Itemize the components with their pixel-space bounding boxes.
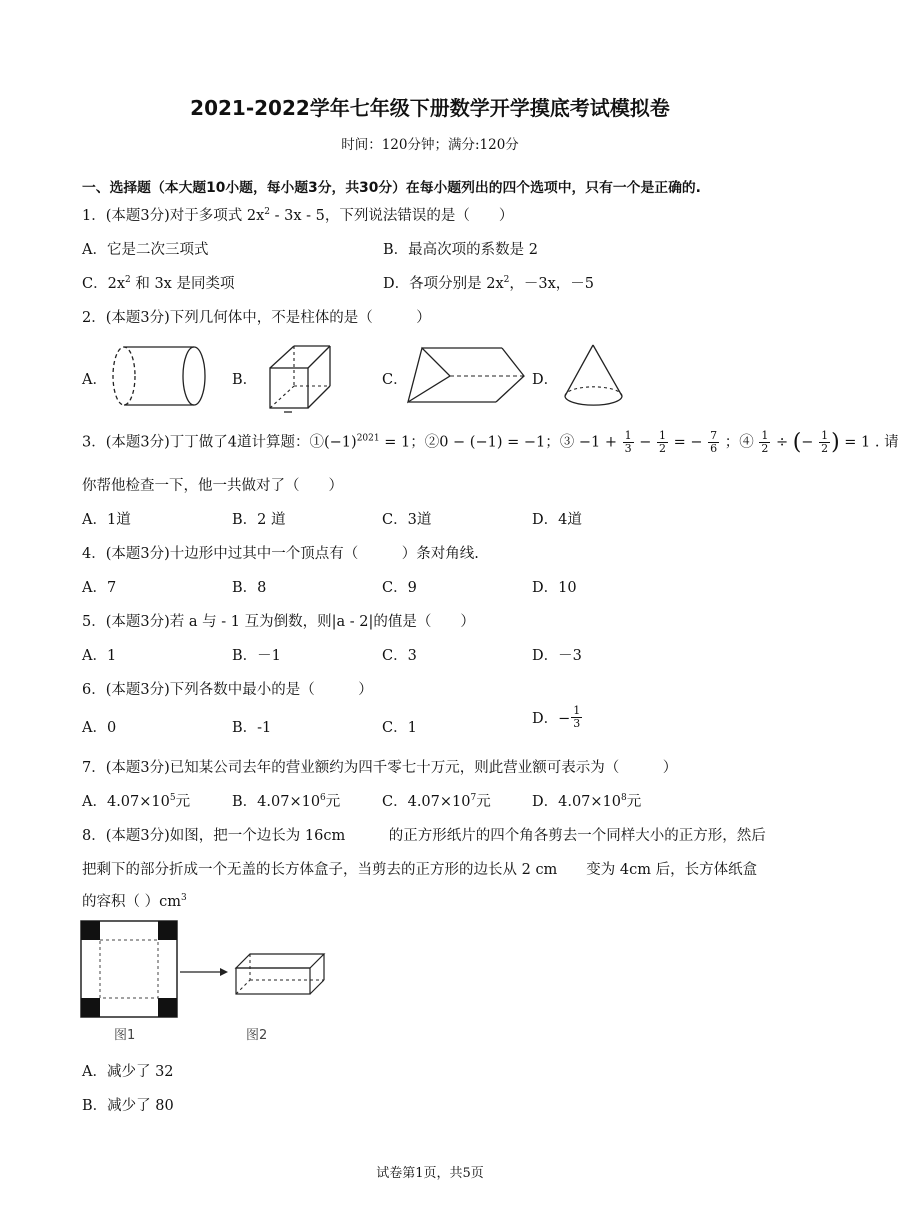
section-heading: 一、选择题（本大题10小题，每小题3分，共30分）在每小题列出的四个选项中，只有一个是正确的.: [82, 180, 701, 196]
fraction: $\frac{1}{3}$: [624, 429, 632, 455]
q1-option-d: D．各项分别是 $2x^2$，－3x，－5: [383, 275, 595, 292]
question-5-stem: 5．(本题3分)若 a 与 - 1 互为倒数，则|a - 2|的值是（ ）: [82, 614, 475, 630]
fraction: $\frac{7}{6}$: [710, 429, 718, 455]
q3-option-b: B．2 道: [232, 512, 286, 528]
page-title: 2021-2022学年七年级下册数学开学摸底考试模拟卷: [190, 96, 670, 120]
question-4-stem: 4．(本题3分)十边形中过其中一个顶点有（ ）条对角线.: [82, 546, 479, 562]
q5-option-b: B．－1: [232, 648, 281, 664]
cone-figure: [562, 342, 626, 412]
q2-label-b: B．: [232, 372, 258, 388]
question-8-line3: 的容积（ ）$cm^3$: [82, 893, 187, 910]
q4-option-a: A．7: [82, 580, 117, 596]
q5-option-c: C．3: [382, 648, 417, 664]
q6-option-c: C．1: [382, 720, 417, 736]
q5-option-a: A．1: [82, 648, 117, 664]
q2-label-c: C．: [382, 372, 408, 388]
cylinder-figure: [110, 343, 210, 409]
question-1-stem: 1．(本题3分)对于多项式 $2x^2 - 3x - 5$，下列说法错误的是（ ）: [82, 207, 514, 224]
q6-option-d: D．− $\frac{1}{3}$: [532, 704, 581, 730]
triangular-prism-figure: [404, 344, 528, 408]
cuboid-figure: [266, 340, 336, 414]
q3-option-d: D．4道: [532, 512, 582, 528]
q4-option-c: C．9: [382, 580, 417, 596]
fraction: $\frac{1}{2}$: [761, 429, 769, 455]
q4-option-d: D．10: [532, 580, 577, 596]
q7-option-a: A．$4.07\times 10^5$元: [82, 793, 191, 810]
question-2-stem: 2．(本题3分)下列几何体中，不是柱体的是（ ）: [82, 310, 431, 326]
fraction: $\frac{1}{3}$: [573, 704, 581, 730]
question-8-line2: 把剩下的部分折成一个无盖的长方体盒子，当剪去的正方形的边长从 2 cm 变为 4cm 后，长方体纸盒: [82, 862, 758, 878]
q2-label-a: A．: [82, 372, 107, 388]
figure-1-label: 图1: [114, 1028, 136, 1043]
q5-option-d: D．－3: [532, 648, 582, 664]
question-8-line1: 8．(本题3分)如图，把一个边长为 16cm 的正方形纸片的四个角各剪去一个同样大小的正方形，然后: [82, 828, 766, 844]
fraction: $\frac{1}{2}$: [658, 429, 666, 455]
page-footer: 试卷第1页，共5页: [376, 1166, 484, 1181]
q4-option-b: B．8: [232, 580, 267, 596]
q1-option-b: B．最高次项的系数是 2: [383, 242, 538, 258]
q3-option-c: C．3道: [382, 512, 432, 528]
question-6-stem: 6．(本题3分)下列各数中最小的是（ ）: [82, 682, 373, 698]
question-3-line2: 你帮他检查一下，他一共做对了（ ）: [82, 478, 343, 494]
q7-option-c: C．$4.07\times 10^7$元: [382, 793, 491, 810]
q6-option-b: B．-1: [232, 720, 272, 736]
q1-option-a: A．它是二次三项式: [82, 242, 209, 258]
q1-option-c: C．$2x^2$ 和 3x 是同类项: [82, 275, 235, 292]
q8-option-b: B．减少了 80: [82, 1098, 174, 1114]
question-3-stem: 3．(本题3分)丁丁做了4道计算题：$①(-1)^{2021} = 1$；②0 − (−1) = −1；③ −1 + $\frac{1}{3}$ − $\frac{1}{2}$ = − $\frac{7}{6}$ ；④ $\frac{1}{2}$ ÷ (− $\frac{1}{2}$ ) = 1 . 请: [82, 429, 899, 455]
q2-label-d: D．: [532, 372, 559, 388]
fraction: $\frac{1}{2}$: [821, 429, 829, 455]
q6-option-a: A．0: [82, 720, 117, 736]
q3-option-a: A．1道: [82, 512, 131, 528]
q7-option-d: D．$4.07\times 10^8$元: [532, 793, 642, 810]
exam-info: 时间：120分钟；满分:120分: [341, 137, 519, 153]
q8-option-a: A．减少了 32: [82, 1064, 174, 1080]
paper-box-figure: [80, 920, 330, 1020]
figure-2-label: 图2: [246, 1028, 268, 1043]
question-7-stem: 7．(本题3分)已知某公司去年的营业额约为四千零七十万元，则此营业额可表示为（ ）: [82, 760, 678, 776]
q7-option-b: B．$4.07\times 10^6$元: [232, 793, 341, 810]
